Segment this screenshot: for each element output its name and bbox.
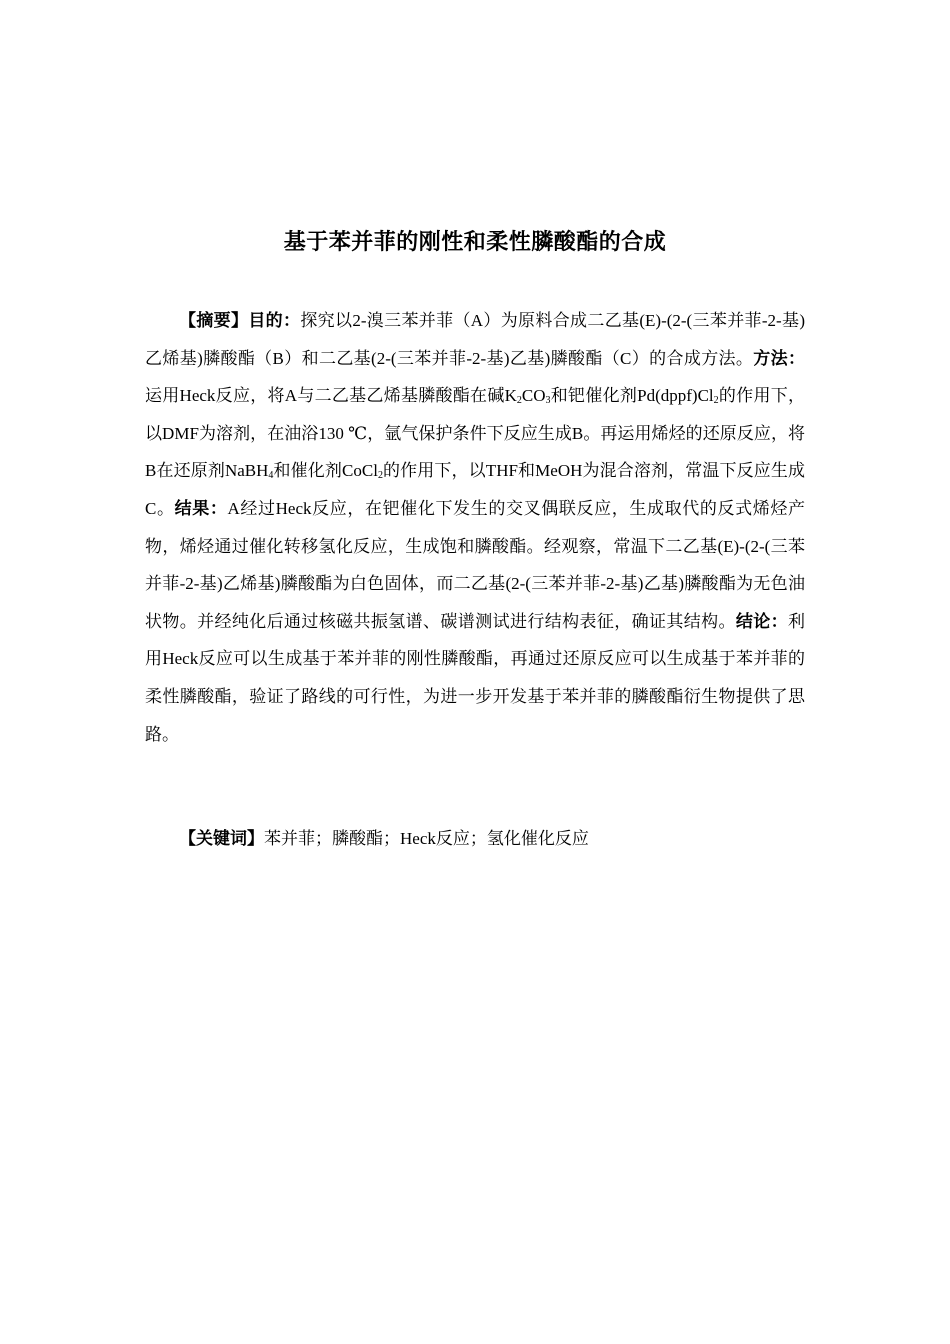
method-subscript-1: 2 — [516, 395, 522, 407]
method-label: 方法： — [753, 348, 806, 368]
method-text-4: 的作用下，以DMF为溶剂，在油浴130 ℃，氩气保护条件下反应生成B。再运用烯烃的还原反应，将B在还原剂NaBH — [145, 386, 806, 481]
method-subscript-3: 2 — [713, 395, 719, 407]
purpose-label: 目的： — [248, 311, 301, 330]
method-subscript-5: 2 — [377, 470, 383, 482]
result-text: A经过Heck反应，在钯催化下发生的交叉偶联反应，生成取代的反式烯烃产物，烯烃通过催化转移氢化反应，生成饱和膦酸酯。经观察，常温下二乙基(E)-(2-(三苯并菲-2-基)乙烯基)膦酸酯为白色固体，而二乙基(2-(三苯并菲-2-基)乙基)膦酸酯为无色油状物。并经纯化后通过核磁共振氢谱、碳谱测试进行结构表征，确证其结构。 — [145, 498, 805, 631]
method-text-1: 运用Heck反应，将A与二乙基乙烯基膦酸酯在碱K — [145, 386, 517, 406]
method-text-2: CO — [521, 386, 546, 406]
result-label: 结果： — [174, 498, 228, 518]
abstract-label: 【摘要】 — [179, 311, 249, 330]
keywords-paragraph — [145, 820, 805, 858]
document-title: 基于苯并菲的刚性和柔性膦酸酯的合成 — [283, 229, 667, 254]
conclusion-text: 利用Heck反应可以生成基于苯并菲的刚性膦酸酯，再通过还原反应可以生成基于苯并菲的柔性膦酸酯，验证了路线的可行性，为进一步开发基于苯并菲的膦酸酯衍生物提供了思路。 — [145, 611, 806, 744]
method-text-3: 和钯催化剂Pd(dppf)Cl — [550, 386, 714, 406]
method-text-5: 和催化剂CoCl — [273, 461, 378, 481]
keywords-text: 苯并菲；膦酸酯；Heck反应；氢化催化反应 — [264, 829, 589, 848]
keywords-label: 【关键词】 — [179, 829, 264, 848]
method-subscript-4: 4 — [268, 470, 274, 482]
abstract-paragraph — [145, 302, 805, 753]
conclusion-label: 结论： — [735, 611, 789, 631]
purpose-text: 探究以2-溴三苯并菲（A）为原料合成二乙基(E)-(2-(三苯并菲-2-基)乙烯基)膦酸酯（B）和二乙基(2-(三苯并菲-2-基)乙基)膦酸酯（C）的合成方法。 — [145, 311, 806, 368]
method-subscript-2: 3 — [545, 395, 551, 407]
method-text-6: 的作用下，以THF和MeOH为混合溶剂，常温下反应生成C。 — [145, 461, 805, 518]
